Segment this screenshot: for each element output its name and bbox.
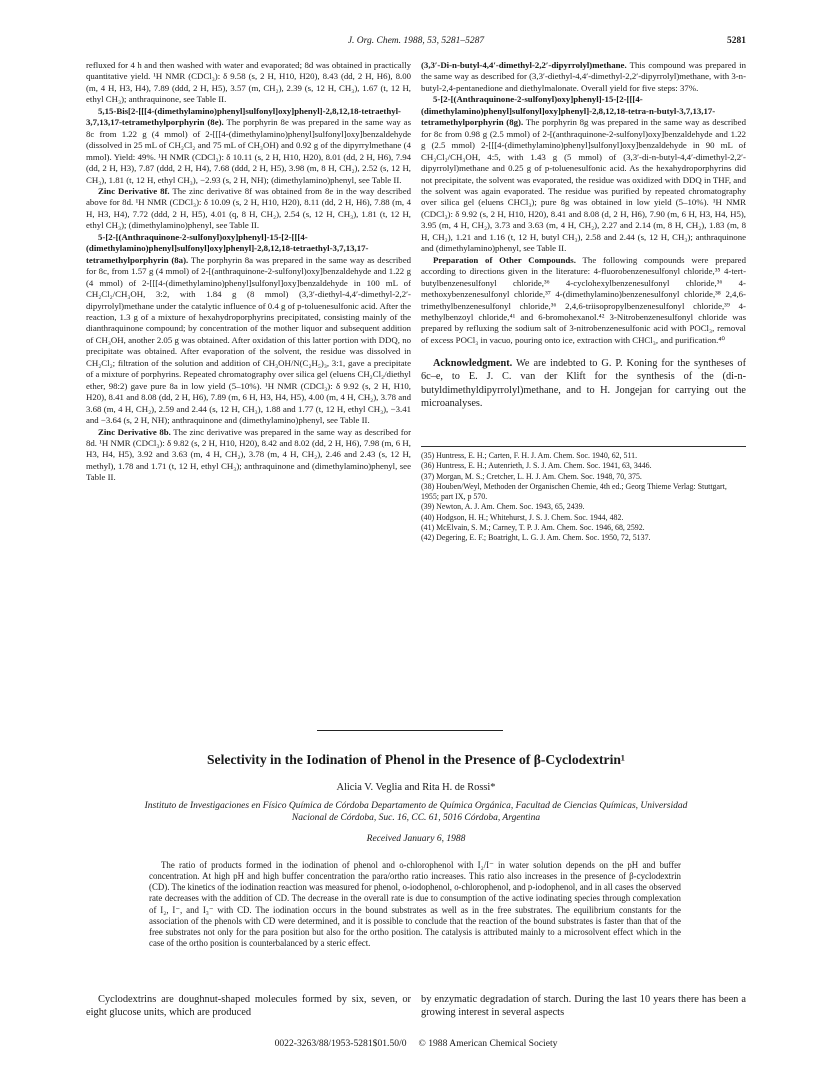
- intro-left-column: [86, 993, 411, 1020]
- compound-heading: Zinc Derivative 8b.: [98, 426, 171, 437]
- paragraph: [421, 94, 746, 254]
- intro-text: by enzymatic degradation of starch. During the last 10 years there has been a growing interest in several aspects: [421, 994, 746, 1019]
- paragraph: [86, 427, 411, 484]
- running-header: [86, 36, 746, 50]
- abstract: [149, 860, 681, 984]
- acknowledgment: [421, 357, 746, 435]
- journal-citation: J. Org. Chem. 1988, 53, 5281–5287: [347, 36, 485, 46]
- compound-heading: 5-[2-[(Anthraquinone-2-sulfonyl)oxy]phenyl]-15-[2-[[[4-(dimethylamino)phenyl]sulfonyl]oxy]phenyl]-2,8,12,18-tetraethyl-3,7,13,17-tetramethylporphyrin (8a).: [86, 231, 369, 265]
- footnotes: [421, 451, 746, 581]
- footnote: (41) McElvain, S. M.; Carney, T. P. J. Am. Chem. Soc. 1946, 68, 2592.: [421, 523, 645, 533]
- section-heading: Preparation of Other Compounds.: [433, 254, 576, 265]
- page-footer: [86, 1038, 746, 1049]
- author-affiliation: Instituto de Investigaciones en Físico Química de Córdoba Departamento de Química Orgánica, Facultad de Ciencias Químicas, Universidad Nacional de Córdoba, Suc. 16, CC. 61, 5016 Córdoba, Argentina: [144, 801, 688, 824]
- footnote: (36) Huntress, E. H.; Autenrieth, J. S. J. Am. Chem. Soc. 1941, 63, 3446.: [421, 461, 652, 471]
- footer-spacer: [409, 1038, 416, 1049]
- paragraph-body: The porphyrin 8e was prepared in the same way as 8c from 1.22 g (4 mmol) of 2-[[[4-(dimethylamino)phenyl]sulfonyl]oxy]benzaldehyde (dissolved in 25 mL of CH₂Cl₂ and 75 mL of CH₃OH) and 0.92 g of the dipyrrylmethane (4 mmol). Yield: 49%. ¹H NMR (CDCl₃): δ 10.11 (s, 2 H, H10, H20), 8.01 (dd, 2 H, H6), 7.94 (dd, 2 H, H3), 7.87 (ddd, 2 H, H4), 7.68 (ddd, 2 H, H5), 3.98 (m, 8 H, CH₂), 2.52 (s, 12 H, CH₃), 1.81 (t, 12 H, ethyl CH₃), −2.93 (s, 2 H, NH); (dimethylamino)phenyl, see Table II.: [86, 117, 411, 185]
- received-date: Received January 6, 1988: [366, 834, 466, 844]
- compound-heading: 5,15-Bis[2-[[[4-(dimethylamino)phenyl]sulfonyl]oxy]phenyl]-2,8,12,18-tetraethyl-3,7,13,17-tetramethylporphyrin (8e).: [86, 105, 401, 128]
- footnote: (39) Newton, A. J. Am. Chem. Soc. 1943, 65, 2439.: [421, 502, 585, 512]
- paragraph: refluxed for 4 h and then washed with water and evaporated; 8d was obtained in practically quantitative yield. ¹H NMR (CDCl₃): δ 9.58 (s, 2 H, H10, H20), 8.43 (dd, 2 H, H6), 8.00 (m, 4 H, H3, H4), 7.89 (ddd, 2 H, H5), 3.57 (m, CH₂), 2.39 (s, 12 H, CH₃), 1.67 (t, 12 H, ethyl CH₃); anthraquinone, see Table II.: [86, 60, 411, 105]
- paragraph-body: This compound was prepared in the same way as described for (3,3′-diethyl-4,4′-dimethyl-2,2′-dipyrrolyl)methane, with 3-n-butyl-2,4-pentanedione and diethylmalonate. Overall yield for five steps: 37%.: [421, 60, 746, 93]
- paragraph: [421, 60, 746, 94]
- compound-heading: Zinc Derivative 8f.: [98, 185, 170, 196]
- intro-right-column: [421, 993, 746, 1020]
- paragraph-body: The zinc derivative was prepared in the same way as described for 8d. ¹H NMR (CDCl₃): δ 9.82 (s, 2 H, H10, H20), 8.42 and 8.02 (dd, 2 H, H6), 7.98 (m, 6 H, H3, H4, H5), 3.92 and 3.63 (m, 4 H, CH₂), 3.78 (m, 4 H, CH₂), 2.46 and 2.43 (s, 12 H, methyl), 1.78 and 1.71 (t, 12 H, ethyl CH₃); anthraquinone and (dimethylamino)phenyl, see Table II.: [86, 426, 411, 483]
- article-authors: Alicia V. Veglia and Rita H. de Rossi*: [336, 782, 496, 793]
- copyright: © 1988 American Chemical Society: [418, 1038, 558, 1049]
- intro-text: Cyclodextrins are doughnut-shaped molecules formed by six, seven, or eight glucose units, which are produced: [86, 994, 411, 1019]
- paragraph: [421, 255, 746, 347]
- section-divider: [317, 730, 503, 731]
- footnote: (37) Morgan, M. S.; Cretcher, L. H. J. Am. Chem. Soc. 1948, 70, 375.: [421, 471, 642, 481]
- footnote: (40) Hodgson, H. H.; Whitehurst, J. S. J. Chem. Soc. 1944, 482.: [421, 512, 624, 522]
- compound-heading: (3,3′-Di-n-butyl-4,4′-dimethyl-2,2′-dipyrrolyl)methane.: [421, 60, 627, 70]
- footnote: (35) Huntress, E. H.; Carten, F. H. J. Am. Chem. Soc. 1940, 62, 511.: [421, 451, 638, 460]
- page-number: 5281: [727, 36, 746, 46]
- compound-heading: 5-[2-[(Anthraquinone-2-sulfonyl)oxy]phenyl]-15-[2-[[[4-(dimethylamino)phenyl]sulfonyl]oxy]phenyl]-2,8,12,18-tetra-n-butyl-3,7,13,17-tetramethylporphyrin (8g).: [421, 94, 716, 128]
- left-column: [86, 60, 411, 705]
- footnote: (38) Houben/Weyl, Methoden der Organischen Chemie, 4th ed.; Georg Thieme Verlag: Stuttgart, 1955; part IX, p 570.: [421, 481, 727, 502]
- paragraph: [86, 232, 411, 427]
- paragraph-body: The zinc derivative 8f was obtained from 8e in the way described above for 8d. ¹H NMR (CDCl₃): δ 10.09 (s, 2 H, H10, H20), 8.11 (dd, 2 H, H6), 7.88 (m, 4 H, H3, H4), 7.72 (ddd, 2 H, H5), 4.01 (q, 8 H, CH₂), 2.54 (s, 12 H, CH₃), 1.81 (t, 12 H, ethyl CH₃); (dimethylamino)phenyl, see Table II.: [86, 185, 411, 231]
- footnote-rule: [421, 446, 746, 447]
- acknowledgment-body: We are indebted to G. P. Koning for the syntheses of 6c–e, to E. J. C. van der Klift for the synthesis of the (di-n-butyldimethyldipyrrolyl)methane, and to H. Jongejan for carrying out the microanalyses.: [421, 358, 746, 409]
- right-column: [421, 60, 746, 350]
- article-code: 0022-3263/88/1953-5281$01.50/0: [274, 1038, 407, 1049]
- footnote: (42) Degering, E. F.; Boatright, L. G. J. Am. Chem. Soc. 1950, 72, 5137.: [421, 533, 651, 543]
- abstract-text: The ratio of products formed in the iodination of phenol and o-chlorophenol with I₂/I⁻ in water solution depends on the pH and buffer concentration. At high pH and high buffer concentration the para/ortho ratio increases. This ratio also increases in the presence of β-cyclodextrin (CD). The kinetics of the iodination reaction was measured for phenol, o-iodophenol, o-chlorophenol, and p-iodophenol, and in all cases the observed rate decreases with the addition of CD. The decrease in the overall rate is due to consumption of the active iodinating species through complexation of I₂, I⁻, and I₃⁻ with CD. The iodination occurs in the bound substrates as well as in the free substrates. The equilibrium constants for the association of the phenols with CD were determined, and it is possible to conclude that the reaction of the bound substrates is faster than that of the free substrates not only for the para position but also for the ortho position. The catalysis is attributed mainly to a microsolvent effect which in the case of the ortho position is counterbalanced by a steric effect.: [149, 860, 681, 949]
- article-title: Selectivity in the Iodination of Phenol in the Presence of β-Cyclodextrin¹: [206, 752, 625, 767]
- paragraph: [86, 186, 411, 232]
- paragraph: [421, 357, 746, 410]
- paragraph-body: The porphyrin 8g was prepared in the same way as described for 8c from 0.98 g (2.5 mmol) of 2-[(anthraquinone-2-sulfonyl)oxy]benzaldehyde and 1.22 g (2.5 mmol) 2-[[[4-(dimethylamino)phenyl]sulfonyl]oxy]benzaldehyde in 90 mL of CH₂Cl₂/CH₃OH, 4:5, with 1.43 g (5 mmol) of (3,3′-di-n-butyl-4,4′-dimethyl-2,2′-dipyrrolyl)methane and 0.25 g of p-toluenesulfonic acid. As the hexahydroporphyrins did not precipitate, the solvent was evaporated, the residue was oxidized with DDQ in THF, and the solvent was again evaporated. The residue was purified by repeated chromatography over silica gel (eluens CHCl₃); pure 8g was obtained in low yield (5–10%). ¹H NMR (CDCl₃): δ 9.92 (s, 2 H, H10, H20), 8.41 and 8.08 (d, 2 H, H6), 7.90 (m, 6 H, H3, H4, H5), 3.95 (m, 4 H, CH₂), 3.73 and 3.63 (m, 4 H, CH₂), 2.27 and 2.14 (m, 8 H, CH₂), 1.83 (m, 8 H, CH₂), 1.21 and 1.16 (t, 12 H, butyl CH₃), 2.58 and 2.44 (s, 12 H, CH₃); anthraquinone and (dimethylamino)phenyl, see Table II.: [421, 117, 746, 254]
- paragraph-body: The following compounds were prepared according to directions given in the literature: 4-fluorobenzenesulfonyl chloride,³⁵ 4-tert-butylbenzenesulfonyl chloride,³⁶ 4-cyclohexylbenzenesulfonyl chloride,³⁶ 4-methoxybenzenesulfonyl chloride,³⁷ 4-(dimethylamino)benzenesulfonyl chloride,³⁸ 2,4,6-trimethylbenzenesulfonyl chloride,³⁶ 2,4,6-triisopropylbenzenesulfonyl chloride,³⁹ 4-methylbenzoyl chloride,⁴¹ and 6-bromohexanol.⁴² 3-Nitrobenzenesulfonyl chloride was prepared by refluxing the sodium salt of 3-nitrobenzenesulfonic acid with POCl₃, removal of excess POCl₃ in vacuo, pouring onto ice, extraction with CHCl₃, and purification.⁴⁰: [421, 254, 746, 345]
- paragraph-body: The porphyrin 8a was prepared in the same way as described for 8c, from 1.57 g (4 mmol) of 2-[(anthraquinone-2-sulfonyl)oxy]benzaldehyde and 1.22 g (4 mmol) of 2-[[[4-(dimethylamino)phenyl]sulfonyl]oxy]benzaldehyde in 100 mL of CH₂Cl₂/CH₃OH, 3:2, with 1.84 g (8 mmol) (3,3′-diethyl-4,4′-dimethyl-2,2′-dipyrrolyl)methane under the catalytic influence of 0.4 g of p-toluenesulfonic acid. After the reaction, 1.3 g of a mixture of hexahydroporphyrins precipitated, consisting mainly of the dianthraquinone compound; by concentration of the mother liquor and subsequent addition of CH₃OH, another 2.05 g was obtained. After oxidation of this latter portion with DDQ, no precipitate was obtained. After evaporation of the solvent, the residue was dissolved in CH₂Cl₂; filtration of the solution and addition of CH₃OH/N(C₂H₅)₃, 3:1, gave a precipitate of a mixture of porphyrins. Repeated chromatography over silica gel (eluens CH₂Cl₂/diethyl ether, 98:2) gave pure 8a in low yield (5–10%). ¹H NMR (CDCl₃): δ 9.92 (s, 2 H, H10, H20), 8.41 and 8.08 (dd, 2 H, H6), 7.89 (m, 6 H, H3, H4, H5), 4.00 (m, 4 H, CH₂), 3.78 and 3.68 (m, 4 H, CH₂), 2.59 and 2.44 (s, 12 H, CH₃), 1.88 and 1.77 (t, 12 H, ethyl CH₃), −3.41 and −3.64 (s, 2 H, NH); anthraquinone and (dimethylamino)phenyl, see Table II.: [86, 254, 411, 426]
- acknowledgment-heading: Acknowledgment.: [433, 358, 513, 369]
- paragraph: [86, 106, 411, 186]
